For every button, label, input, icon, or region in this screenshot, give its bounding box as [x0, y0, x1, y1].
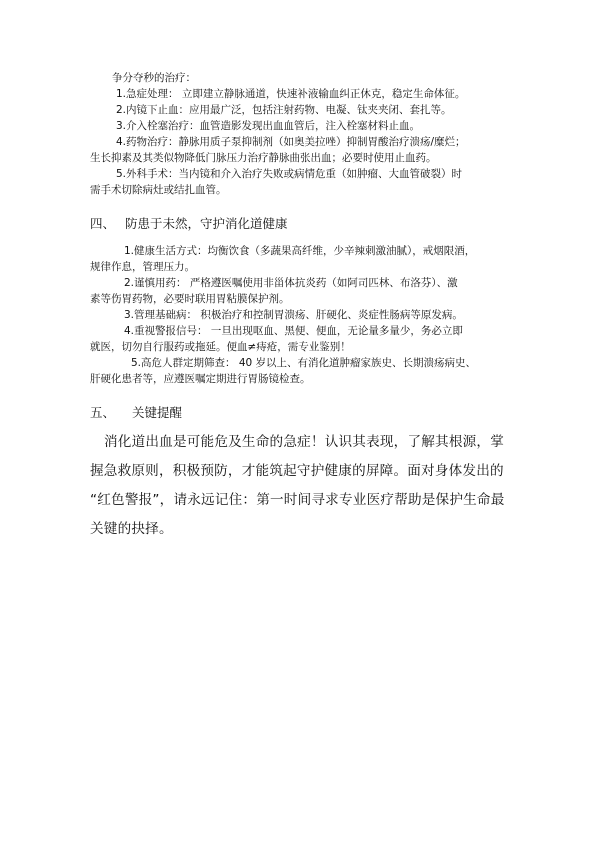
treatment-item-4-cont: 生长抑素及其类似物降低门脉压力治疗静脉曲张出血；必要时使用止血药。	[90, 152, 437, 164]
reminder-line-2: 握急救原则，积极预防，才能筑起守护健康的屏障。面对身体发出的	[90, 463, 504, 479]
section-four-heading: 防患于未然，守护消化道健康	[125, 216, 288, 231]
prevention-item-1-cont: 规律作息，管理压力。	[90, 261, 195, 273]
treatment-intro: 争分夺秒的治疗：	[112, 72, 196, 84]
prevention-item-2-cont: 素等伤胃药物，必要时联用胃粘膜保护剂。	[90, 293, 290, 305]
prevention-item-3: 3.管理基础病： 积极治疗和控制胃溃疡、肝硬化、炎症性肠病等原发病。	[124, 309, 463, 321]
reminder-line-1: 消化道出血是可能危及生命的急症！认识其表现，了解其根源，掌	[104, 434, 505, 450]
prevention-item-1: 1.健康生活方式：均衡饮食（多蔬果高纤维，少辛辣刺激油腻），戒烟限酒，	[124, 245, 476, 257]
prevention-item-5-cont: 肝硬化患者等，应遵医嘱定期进行胃肠镜检查。	[90, 373, 311, 385]
treatment-item-4: 4.药物治疗：静脉用质子泵抑制剂（如奥美拉唑）抑制胃酸治疗溃疡/糜烂；	[116, 136, 466, 148]
prevention-item-2: 2.谨慎用药： 严格遵医嘱使用非甾体抗炎药（如阿司匹林、布洛芬）、激	[124, 277, 458, 289]
prevention-item-4: 4.重视警报信号： 一旦出现呕血、黑便、便血，无论量多量少，务必立即	[124, 325, 463, 337]
prevention-item-5: 5.高危人群定期筛查： 40 岁以上、有消化道肿瘤家族史、长期溃疡病史、	[131, 357, 477, 369]
section-four-number: 四、	[90, 216, 116, 231]
section-five-number: 五、	[90, 405, 116, 420]
treatment-item-3: 3.介入栓塞治疗：血管造影发现出血血管后，注入栓塞材料止血。	[116, 120, 421, 132]
prevention-item-4-cont: 就医，切勿自行服药或拖延。便血≠痔疮，需专业鉴别！	[90, 341, 351, 353]
reminder-line-3: “红色警报”，请永远记住：第一时间寻求专业医疗帮助是保护生命最	[90, 492, 505, 508]
section-five-heading: 关键提醒	[132, 405, 183, 420]
treatment-item-5-cont: 需手术切除病灶或结扎血管。	[90, 184, 227, 196]
treatment-item-1: 1.急症处理： 立即建立静脉通道，快速补液输血纠正休克，稳定生命体征。	[116, 88, 466, 100]
reminder-line-4: 关键的抉择。	[90, 521, 173, 537]
treatment-item-2: 2.内镜下止血：应用最广泛，包括注射药物、电凝、钛夹夹闭、套扎等。	[116, 104, 452, 116]
treatment-item-5: 5.外科手术：当内镜和介入治疗失败或病情危重（如肿瘤、大血管破裂）时	[116, 168, 463, 180]
